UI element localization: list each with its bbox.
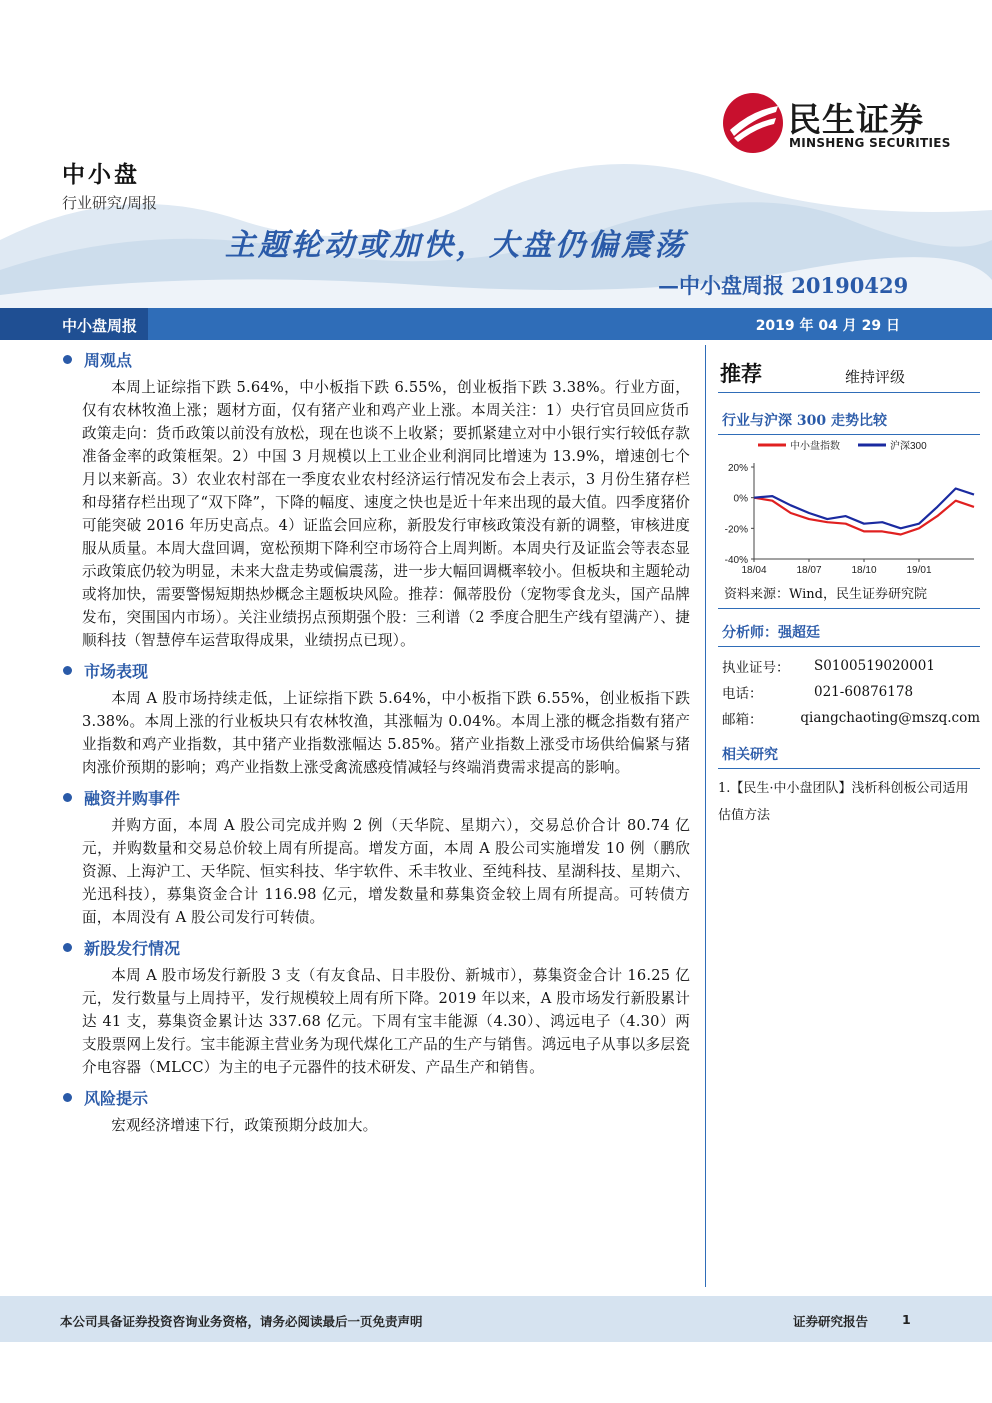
info-key: 邮箱： <box>722 712 763 728</box>
report-subtitle: —中小盘周报 20190429 <box>658 273 909 298</box>
section-heading: 风险提示 <box>84 1088 149 1108</box>
chart-x-tick-label: 18/10 <box>851 565 877 576</box>
bullet-icon <box>63 1093 72 1102</box>
section-weekly-view <box>60 348 690 652</box>
chart-x-tick-label: 18/04 <box>741 565 767 576</box>
section-paragraph: 本周上证综指下跌 5.64%，中小板指下跌 6.55%，创业板指下跌 3.38%。行业方面，仅有农林牧渔上涨；题材方面，仅有猪产业和鸡产业上涨。本周关注：1）央行官员回应货币政策走向：货币政策以前没有放松，现在也谈不上收紧；要抓紧建立对中小银行实行较低存款准备金率的政策框架。2）中国 3 月规模以上工业企业利润同比增速为 13.9%，增速创七个月以来新高。3）农业农村部在一季度农业农村经济运行情况发布会上表示，3 月份生猪存栏和母猪存栏出现了“双下降”，下降的幅度、速度之快也是近十年来出现的最大值。四季度猪价可能突破 2016 年历史高点。4）证监会回应称，新股发行审核政策没有新的调整，审核进度服从质量。本周大盘回调，宽松预期下降利空市场符合上周判断。本周央行及证监会等表态显示政策底仍较为明显，未来大盘走势或偏震荡，进一步大幅回调概率较小。但板块和主题轮动或将加快，需要警惕短期热炒概念主题板块风险。推荐：佩蒂股份（宠物零食龙头，国产品牌发布，突围国内市场）。关注业绩拐点预期强个股：三利谱（2 季度合肥生产线有望满产）、捷顺科技（智慧停车运营取得成果，业绩拐点已现）。 <box>82 379 690 649</box>
section-paragraph: 本周 A 股市场发行新股 3 支（有友食品、日丰股份、新城市），募集资金合计 16.25 亿元，发行数量与上周持平，发行规模较上周有所下降。2019 年以来，A 股市场发行新股累计达 41 支，募集资金累计达 337.68 亿元。下周有宝丰能源（4.30）、鸿远电子（4.30）两支股票网上发行。宝丰能源主营业务为现代煤化工产品的生产与销售。鸿远电子从事以多层瓷介电容器（MLCC）为主的电子元器件的技术研发、产品生产和销售。 <box>82 967 690 1076</box>
section-heading: 融资并购事件 <box>84 788 181 808</box>
chart-x-tick-label: 18/07 <box>796 565 822 576</box>
sidebar <box>718 348 980 829</box>
info-row <box>718 653 980 679</box>
analyst-info <box>718 647 980 731</box>
rating-value: 维持评级 <box>845 368 906 386</box>
page-number: 1 <box>902 1312 911 1327</box>
title-band <box>0 308 992 340</box>
related-heading: 相关研究 <box>718 739 980 769</box>
chart-source: 资料来源：Wind，民生证券研究院 <box>718 581 980 609</box>
column-divider <box>705 345 706 1287</box>
logo-text-cn: 民生证券 <box>788 100 924 139</box>
chart-legend-label: 中小盘指数 <box>790 441 840 452</box>
bullet-icon <box>63 793 72 802</box>
info-row <box>718 705 980 731</box>
info-key: 电话： <box>722 686 763 702</box>
page-footer <box>0 1296 992 1342</box>
main-column <box>60 348 690 1144</box>
band-title: 中小盘周报 <box>62 317 138 335</box>
info-value: S0100519020001 <box>814 658 935 674</box>
section-paragraph: 本周 A 股市场持续走低，上证综指下跌 5.64%，中小板指下跌 6.55%，创业板指下跌 3.38%。本周上涨的行业板块只有农林牧渔，其涨幅为 0.04%。本周上涨的概念指数有猪产业指数和鸡产业指数，其中猪产业指数涨幅达 5.85%。猪产业指数上涨受市场供给偏紧与猪肉涨价预期的影响；鸡产业指数上涨受禽流感疫情减轻与终端消费需求提高的影响。 <box>82 690 690 776</box>
chart-y-tick-label: 0% <box>733 493 748 505</box>
section-heading: 周观点 <box>84 350 133 370</box>
section-mna <box>60 786 690 929</box>
rating-label: 推荐 <box>720 361 762 386</box>
info-value: 021-60876178 <box>814 684 914 700</box>
analyst-heading: 分析师：强超廷 <box>718 617 980 647</box>
related-item[interactable]: 1.【民生·中小盘团队】浅析科创板公司适用估值方法 <box>718 781 969 823</box>
chart-heading: 行业与沪深 300 走势比较 <box>718 405 980 435</box>
chart-legend-label: 沪深300 <box>890 441 927 452</box>
section-paragraph: 并购方面，本周 A 股公司完成并购 2 例（天华院、星期六），交易总价合计 80.74 亿元，并购数量和交易总价较上周有所提高。增发方面，本周 A 股公司实施增发 10 例（鹏欣资源、上海沪工、天华院、恒实科技、华宇软件、禾丰牧业、至纯科技、星湖科技、星期六、光迅科技），募集资金合计 116.98 亿元，增发数量和募集资金较上周有所提高。可转债方面，本周没有 A 股公司发行可转债。 <box>82 817 690 926</box>
info-row <box>718 679 980 705</box>
company-logo <box>722 92 952 158</box>
info-key: 执业证号： <box>722 660 790 676</box>
trend-chart-svg <box>718 435 980 581</box>
chart-y-tick-label: 20% <box>727 463 748 474</box>
rating-row <box>718 348 980 393</box>
footer-disclaimer: 本公司具备证券投资咨询业务资格，请务必阅读最后一页免责声明 <box>60 1314 423 1329</box>
bullet-icon <box>63 666 72 675</box>
section-heading: 新股发行情况 <box>84 938 181 958</box>
report-headline: 主题轮动或加快，大盘仍偏震荡 <box>225 228 687 263</box>
section-risk <box>60 1086 690 1137</box>
section-market <box>60 659 690 779</box>
trend-chart <box>718 435 980 581</box>
section-heading: 市场表现 <box>84 661 149 681</box>
chart-y-tick-label: -40% <box>724 555 748 566</box>
report-date: 2019 年 04 月 29 日 <box>755 318 900 334</box>
doc-type: 行业研究/周报 <box>62 194 158 212</box>
logo-text-en: MINSHENG SECURITIES <box>789 136 951 150</box>
chart-series-line-1 <box>754 489 974 529</box>
footer-label: 证券研究报告 <box>793 1314 869 1329</box>
chart-x-tick-label: 19/01 <box>906 565 932 576</box>
section-ipo <box>60 936 690 1079</box>
bullet-icon <box>63 943 72 952</box>
sector-title: 中小盘 <box>62 161 140 188</box>
info-value: qiangchaoting@mszq.com <box>800 710 980 726</box>
bullet-icon <box>63 355 72 364</box>
chart-y-tick-label: -20% <box>724 524 748 536</box>
section-paragraph: 宏观经济增速下行，政策预期分歧加大。 <box>111 1117 378 1134</box>
logo-mark-icon <box>722 92 784 154</box>
